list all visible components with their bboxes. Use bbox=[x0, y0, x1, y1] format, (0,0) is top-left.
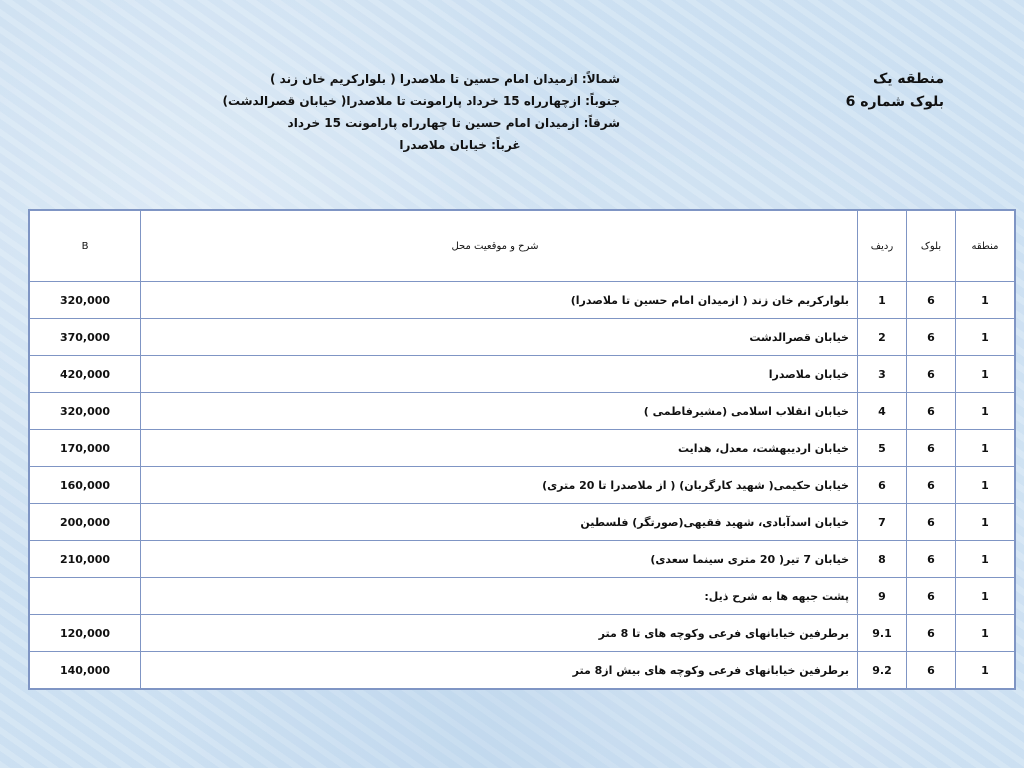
cell-row-number: 1 bbox=[858, 282, 907, 319]
cell-value bbox=[29, 578, 141, 615]
cell-block: 6 bbox=[907, 467, 956, 504]
cell-row-number: 5 bbox=[858, 430, 907, 467]
column-header-row: ردیف bbox=[858, 210, 907, 282]
cell-row-number: 3 bbox=[858, 356, 907, 393]
cell-row-number: 8 bbox=[858, 541, 907, 578]
cell-description: خیابان ملاصدرا bbox=[141, 356, 858, 393]
cell-region: 1 bbox=[956, 319, 1016, 356]
cell-block: 6 bbox=[907, 319, 956, 356]
cell-region: 1 bbox=[956, 504, 1016, 541]
cell-block: 6 bbox=[907, 430, 956, 467]
cell-row-number: 7 bbox=[858, 504, 907, 541]
table-row bbox=[29, 282, 1015, 319]
cell-description: خیابان 7 تیر( 20 متری سینما سعدی) bbox=[141, 541, 858, 578]
table-row bbox=[29, 652, 1015, 690]
cell-row-number: 9 bbox=[858, 578, 907, 615]
table-row bbox=[29, 319, 1015, 356]
column-header-value: B bbox=[29, 210, 141, 282]
cell-region: 1 bbox=[956, 282, 1016, 319]
cell-value: 200,000 bbox=[29, 504, 141, 541]
cell-value: 120,000 bbox=[29, 615, 141, 652]
cell-description: پشت جبهه ها به شرح ذیل: bbox=[141, 578, 858, 615]
cell-description: خیابان انقلاب اسلامی (مشیرفاطمی ) bbox=[141, 393, 858, 430]
cell-value: 170,000 bbox=[29, 430, 141, 467]
cell-description: خیابان اسدآبادی، شهید فقیهی(صورتگر) فلسطین bbox=[141, 504, 858, 541]
cell-description: برطرفین خیابانهای فرعی وکوچه های تا 8 متر bbox=[141, 615, 858, 652]
cell-description: بلوارکریم خان زند ( ازمیدان امام حسین تا ملاصدرا) bbox=[141, 282, 858, 319]
cell-row-number: 4 bbox=[858, 393, 907, 430]
cell-block: 6 bbox=[907, 356, 956, 393]
cell-block: 6 bbox=[907, 541, 956, 578]
cell-value: 160,000 bbox=[29, 467, 141, 504]
table-row bbox=[29, 541, 1015, 578]
table-row bbox=[29, 467, 1015, 504]
cell-row-number: 9.2 bbox=[858, 652, 907, 690]
table-row bbox=[29, 393, 1015, 430]
cell-row-number: 9.1 bbox=[858, 615, 907, 652]
cell-description: برطرفین خیابانهای فرعی وکوچه های بیش از8 متر bbox=[141, 652, 858, 690]
cell-block: 6 bbox=[907, 578, 956, 615]
table-row bbox=[29, 615, 1015, 652]
cell-region: 1 bbox=[956, 430, 1016, 467]
north-boundary: شمالاً: ازمیدان امام حسین تا ملاصدرا ( بلوارکریم خان زند ) bbox=[269, 72, 620, 86]
cell-block: 6 bbox=[907, 504, 956, 541]
boundaries-description bbox=[222, 68, 620, 156]
cell-region: 1 bbox=[956, 541, 1016, 578]
cell-block: 6 bbox=[907, 282, 956, 319]
west-boundary: غرباً: خیابان ملاصدرا bbox=[399, 138, 521, 152]
cell-row-number: 6 bbox=[858, 467, 907, 504]
region-block-heading bbox=[846, 68, 944, 114]
price-table bbox=[28, 209, 1016, 690]
cell-block: 6 bbox=[907, 393, 956, 430]
cell-region: 1 bbox=[956, 467, 1016, 504]
cell-value: 140,000 bbox=[29, 652, 141, 690]
cell-value: 210,000 bbox=[29, 541, 141, 578]
table-header-row bbox=[29, 210, 1015, 282]
column-header-description: شرح و موقعیت محل bbox=[141, 210, 858, 282]
cell-description: خیابان قصرالدشت bbox=[141, 319, 858, 356]
table-row bbox=[29, 430, 1015, 467]
table-row bbox=[29, 578, 1015, 615]
cell-block: 6 bbox=[907, 652, 956, 690]
cell-value: 320,000 bbox=[29, 282, 141, 319]
cell-region: 1 bbox=[956, 578, 1016, 615]
cell-description: خیابان اردیبهشت، معدل، هدایت bbox=[141, 430, 858, 467]
cell-region: 1 bbox=[956, 615, 1016, 652]
cell-value: 320,000 bbox=[29, 393, 141, 430]
column-header-region: منطقه bbox=[956, 210, 1016, 282]
cell-value: 420,000 bbox=[29, 356, 141, 393]
cell-block: 6 bbox=[907, 615, 956, 652]
column-header-block: بلوک bbox=[907, 210, 956, 282]
cell-region: 1 bbox=[956, 652, 1016, 690]
cell-value: 370,000 bbox=[29, 319, 141, 356]
south-boundary: جنوباً: ازچهارراه 15 خرداد پارامونت تا ملاصدرا( خیابان قصرالدشت) bbox=[222, 94, 620, 108]
table-row bbox=[29, 356, 1015, 393]
cell-region: 1 bbox=[956, 393, 1016, 430]
region-title: منطقه یک bbox=[872, 71, 944, 87]
east-boundary: شرقاً: ازمیدان امام حسین تا چهارراه پارامونت 15 خرداد bbox=[287, 116, 620, 130]
cell-row-number: 2 bbox=[858, 319, 907, 356]
cell-description: خیابان حکیمی( شهید کارگربان) ( از ملاصدرا تا 20 متری) bbox=[141, 467, 858, 504]
table-row bbox=[29, 504, 1015, 541]
block-title: بلوک شماره 6 bbox=[845, 94, 944, 110]
cell-region: 1 bbox=[956, 356, 1016, 393]
